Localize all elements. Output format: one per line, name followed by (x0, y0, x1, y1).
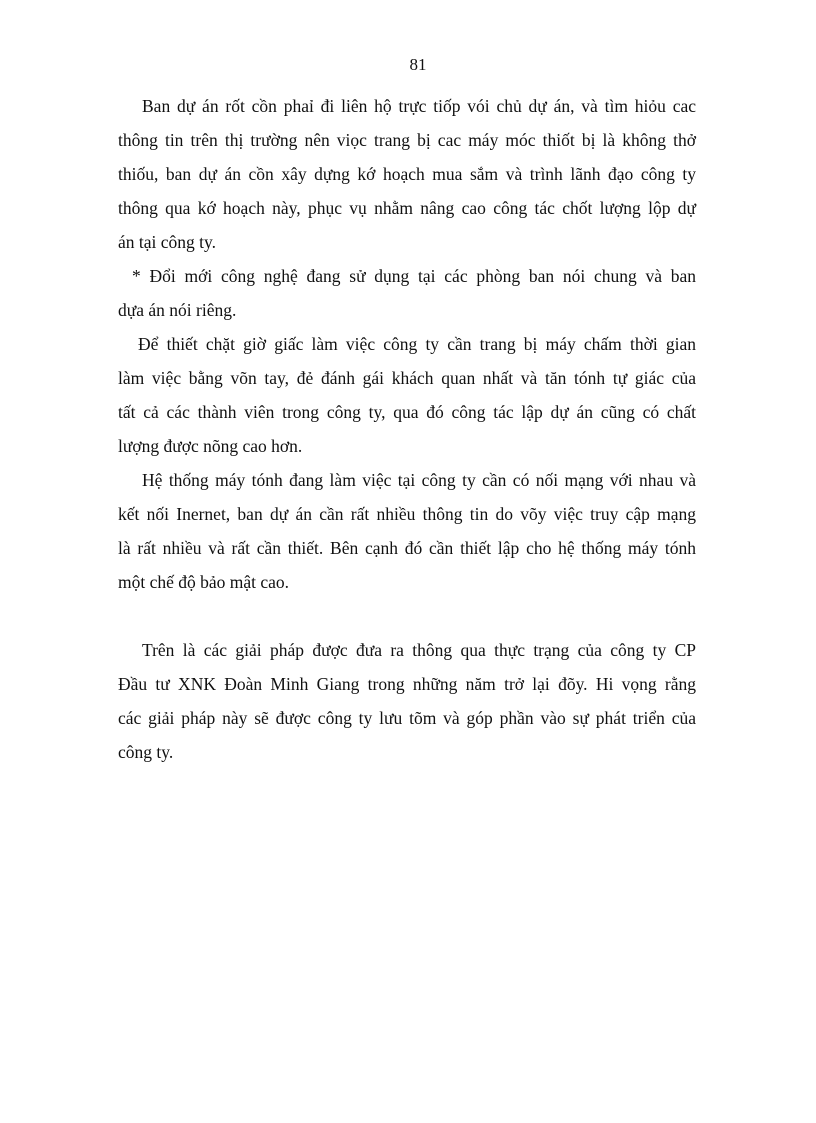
text-line: thông tin trên thị trường nên viọc trang bị cac máy móc thiốt bị là không thở (118, 130, 696, 150)
paragraph-3 (118, 327, 696, 463)
document-body (118, 89, 696, 769)
text-line: một chế độ bảo mật cao. (118, 572, 290, 592)
text-line: làm việc bằng võn tay, đẻ đánh gái khách quan nhất và tăn tónh tự giác của (118, 368, 696, 388)
text-line: Hệ thống máy tónh đang làm việc tại công ty cần có nối mạng với nhau và (142, 470, 696, 490)
text-line: các giải pháp này sẽ được công ty lưu tõm và góp phần vào sự phát triển của (118, 708, 696, 728)
text-line: lượng được nõng cao hơn. (118, 436, 303, 456)
text-line: * Đổi mới công nghệ đang sử dụng tại các phòng ban nói chung và ban (132, 266, 696, 286)
paragraph-5 (118, 633, 696, 769)
paragraph-1 (118, 89, 696, 259)
text-line: dựa án nói riêng. (118, 300, 237, 320)
text-line: thiốu, ban dự án cồn xây dựng kớ hoạch mua sắm và trình lãnh đạo công ty (118, 164, 696, 184)
text-line: án tại công ty. (118, 232, 217, 252)
text-line: Ban dự án rốt cồn phaỉ đi liên hộ trực tiốp vói chủ dự án, và tìm hiỏu cac (142, 96, 696, 116)
text-line: thông qua kớ hoạch này, phục vụ nhằm nâng cao công tác chốt lượng lộp dự (118, 198, 696, 218)
text-line: Để thiết chặt giờ giấc làm việc công ty cần trang bị máy chấm thời gian (138, 334, 696, 354)
text-line: Đầu tư XNK Đoàn Minh Giang trong những năm trở lại đõy. Hi vọng rằng (118, 674, 696, 694)
text-line: tất cả các thành viên trong công ty, qua đó công tác lập dự án cũng có chất (118, 402, 696, 422)
text-line: Trên là các giải pháp được đưa ra thông qua thực trạng của công ty CP (142, 640, 696, 660)
paragraph-4 (118, 463, 696, 599)
paragraph-2 (118, 259, 696, 327)
text-line: là rất nhiều và rất cần thiết. Bên cạnh đó cần thiết lập cho hệ thống máy tónh (118, 538, 696, 558)
text-line: kết nối Inernet, ban dự án cần rất nhiều thông tin do võy việc truy cập mạng (118, 504, 696, 524)
page-number: 81 (409, 55, 427, 74)
text-line: công ty. (118, 742, 174, 762)
paragraph-spacer (118, 599, 696, 633)
